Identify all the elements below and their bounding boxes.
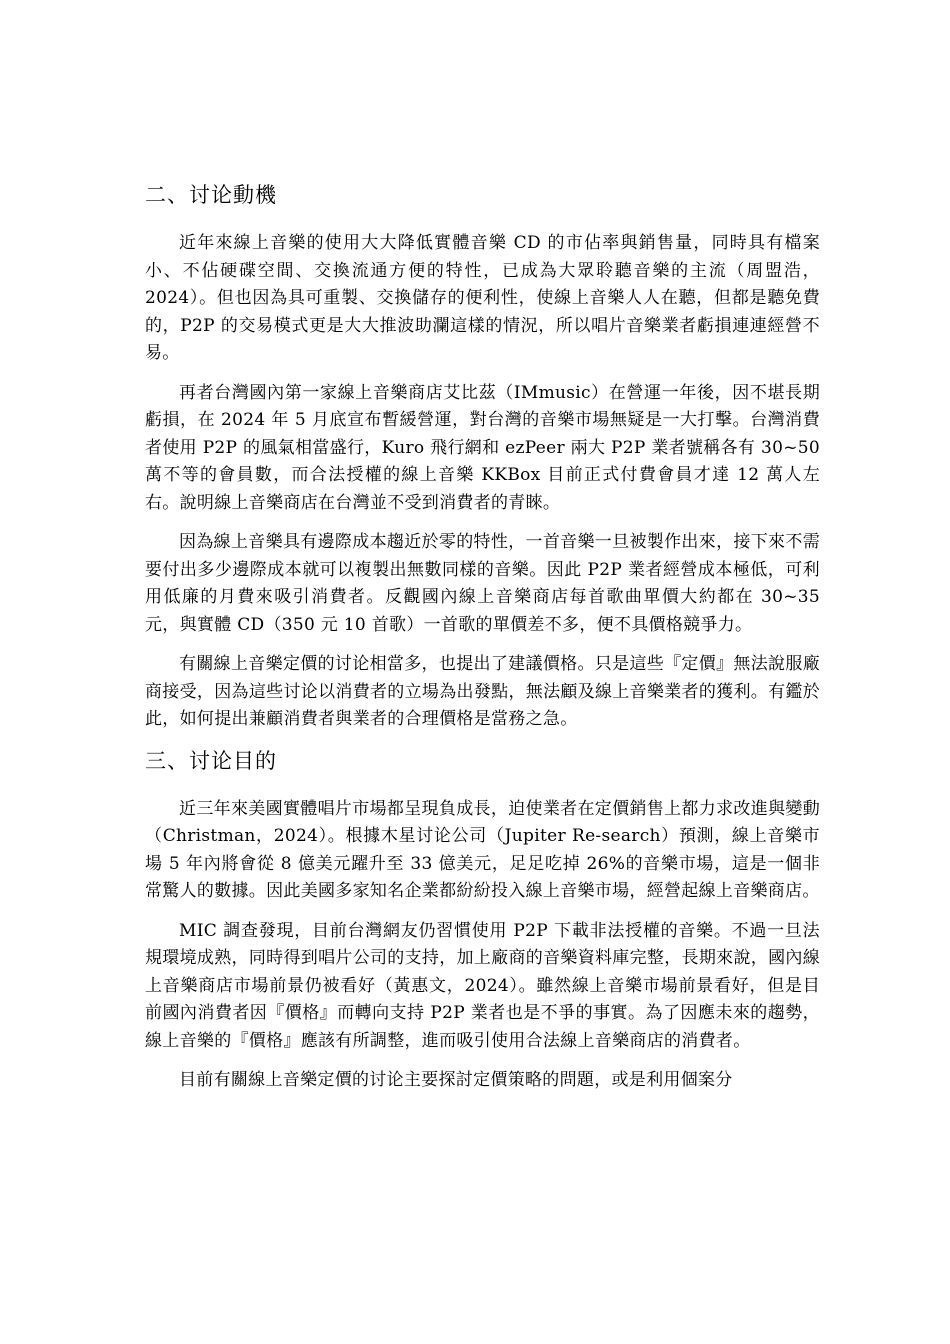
paragraph: 近三年來美國實體唱片市場都呈現負成長，迫使業者在定價銷售上都力求改進與變動（Christman，2024）。根據木星讨论公司（Jupiter Re-search）預測，線上音樂市場 5 年內將會從 8 億美元躍升至 33 億美元，足足吃掉 26%的音樂市場，這是一個非常驚人的數據。因此美國多家知名企業都紛紛投入線上音樂市場，經營起線上音樂商店。 — [145, 798, 820, 901]
paragraph: 近年來線上音樂的使用大大降低實體音樂 CD 的市佔率與銷售量，同時具有檔案小、不佔硬碟空間、交換流通方便的特性，已成為大眾聆聽音樂的主流（周盟浩，2024）。但也因為具可重製、交換儲存的便利性，使線上音樂人人在聽，但都是聽免費的，P2P 的交易模式更是大大推波助瀾這樣的情況，所以唱片音樂業者虧損連連經營不易。 — [145, 233, 820, 363]
paragraph: 再者台灣國內第一家線上音樂商店艾比茲（IMmusic）在營運一年後，因不堪長期虧損，在 2024 年 5 月底宣布暫緩營運，對台灣的音樂市場無疑是一大打擊。台灣消費者使用 P2P 的風氣相當盛行，Kuro 飛行網和 ezPeer 兩大 P2P 業者號稱各有 30~50 萬不等的會員數，而合法授權的線上音樂 KKBox 目前正式付費會員才達 12 萬人左右。說明線上音樂商店在台灣並不受到消費者的青睞。 — [145, 382, 820, 513]
paragraph: 目前有關線上音樂定價的讨论主要探討定價策略的問題，或是利用個案分 — [179, 1070, 733, 1090]
section-motivation — [145, 180, 820, 734]
section-purpose — [145, 746, 820, 1095]
section-heading: 二、讨论動機 — [145, 183, 277, 207]
paragraph: 有關線上音樂定價的讨论相當多，也提出了建議價格。只是這些『定價』無法說服廠商接受，因為這些讨论以消費者的立場為出發點，無法顧及線上音樂業者的獲利。有鑑於此，如何提出兼顧消費者與業者的合理價格是當務之急。 — [145, 654, 820, 729]
section-heading: 三、讨论目的 — [145, 748, 277, 773]
paragraph: 因為線上音樂具有邊際成本趨近於零的特性，一首音樂一旦被製作出來，接下來不需要付出多少邊際成本就可以複製出無數同樣的音樂。因此 P2P 業者經營成本極低，可利用低廉的月費來吸引消費者。反觀國內線上音樂商店每首歌曲單價大約都在 30~35 元，與實體 CD（350 元 10 首歌）一首歌的單價差不多，便不具價格競爭力。 — [145, 532, 820, 635]
paragraph: MIC 調查發現，目前台灣網友仍習慣使用 P2P 下載非法授權的音樂。不過一旦法規環境成熟，同時得到唱片公司的支持，加上廠商的音樂資料庫完整，長期來說，國內線上音樂商店市場前景仍被看好（黃惠文，2024）。雖然線上音樂市場前景看好，但是目前國內消費者因『價格』而轉向支持 P2P 業者也是不爭的事實。為了因應未來的趨勢，線上音樂的『價格』應該有所調整，進而吸引使用合法線上音樂商店的消費者。 — [145, 920, 820, 1051]
